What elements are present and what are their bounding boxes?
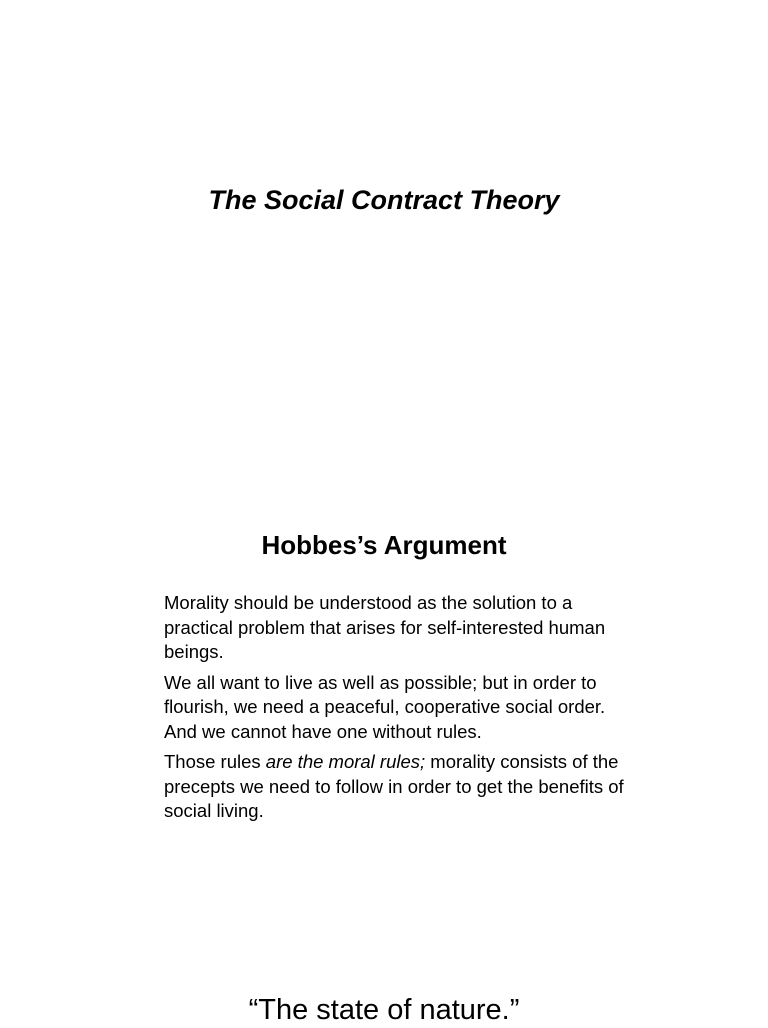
paragraph-1: Morality should be understood as the solution to a practical problem that arises for self-interested human beings. xyxy=(164,592,606,662)
paragraph-3 xyxy=(164,750,634,824)
body-text xyxy=(164,591,634,830)
paragraph-3-emphasis: are the moral rules; xyxy=(265,751,426,772)
paragraph-2: We all want to live as well as possible; but in order to flourish, we need a peaceful, cooperative social order. And we cannot have one without rules. xyxy=(164,671,606,742)
quote-heading: “The state of nature.” xyxy=(248,994,520,1026)
paragraph-3-start: Those rules xyxy=(164,751,266,772)
slide-title: The Social Contract Theory xyxy=(208,185,560,215)
paragraph-3-end: morality consists of the precepts we need to follow in order to get the benefits of social living. xyxy=(164,751,624,821)
section-heading: Hobbes’s Argument xyxy=(261,530,507,560)
